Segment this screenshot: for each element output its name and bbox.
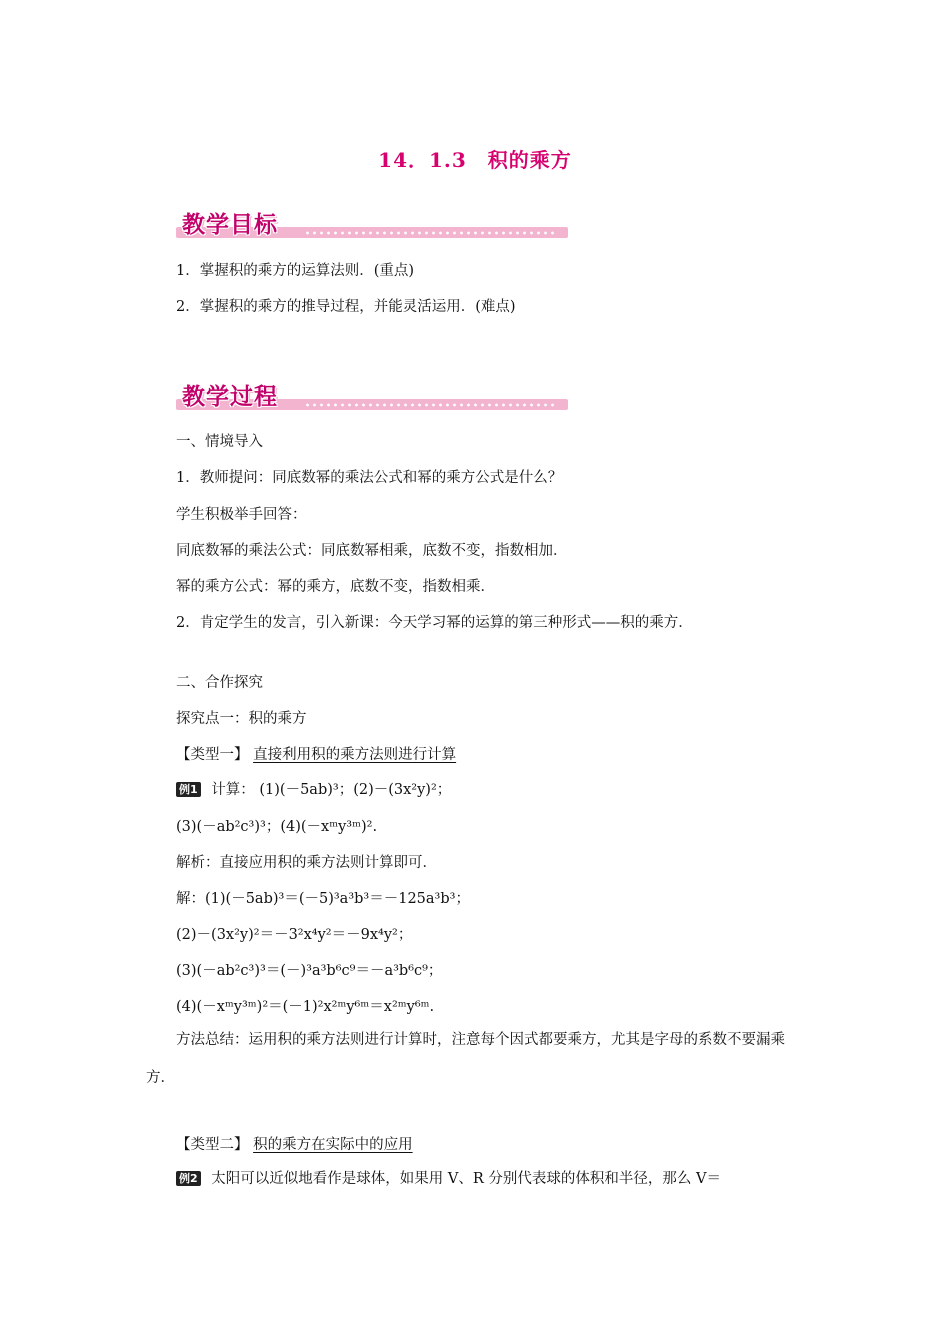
part1-rule-2: 幂的乘方公式：幂的乘方，底数不变，指数相乘． <box>176 579 495 595</box>
type2-bracket: 【类型二】 <box>176 1137 249 1153</box>
type1-title: 直接利用积的乘方法则进行计算 <box>253 747 457 763</box>
part1-rule-1: 同底数幂的乘法公式：同底数幂相乘，底数不变，指数相加． <box>176 543 568 559</box>
banner-dots <box>304 231 554 235</box>
goal-item-1: 1．掌握积的乘方的运算法则．(重点) <box>176 263 415 279</box>
explore-point-1: 探究点一：积的乘方 <box>176 711 307 727</box>
part1-question-2: 2．肯定学生的发言，引入新课：今天学习幂的运算的第三种形式——积的乘方． <box>176 615 693 631</box>
part2-heading: 二、合作探究 <box>176 675 263 691</box>
section-label-process: 教学过程 <box>182 384 278 410</box>
banner-dots <box>304 403 554 407</box>
example-1-tag: 例1 <box>176 782 201 797</box>
solution-step-3: (3)(－ab²c³)³＝(－)³a³b⁶c⁹＝－a³b⁶c⁹； <box>176 963 443 979</box>
example-2-tag: 例2 <box>176 1171 201 1186</box>
example-1-problems-b: (3)(－ab²c³)³；(4)(－xᵐy³ᵐ)². <box>176 819 378 835</box>
example-1-lead: 计算： <box>211 782 255 798</box>
part1-heading: 一、情境导入 <box>176 434 263 450</box>
example-2-line <box>176 1167 721 1188</box>
solution-step-4: (4)(－xᵐy³ᵐ)²＝(－1)²x²ᵐy⁶ᵐ＝x²ᵐy⁶ᵐ. <box>176 999 435 1015</box>
type2-title: 积的乘方在实际中的应用 <box>253 1137 413 1153</box>
example-2-text: 太阳可以近似地看作是球体，如果用 V、R 分别代表球的体积和半径，那么 V＝ <box>211 1171 721 1187</box>
solution-step-2: (2)－(3x²y)²＝－3²x⁴y²＝－9x⁴y²； <box>176 927 413 943</box>
solution-step-1: 解：(1)(－5ab)³＝(－5)³a³b³＝－125a³b³； <box>176 891 470 907</box>
example-1-line-1 <box>176 778 451 799</box>
type1-header <box>176 743 456 764</box>
page-title: 14．1.3 积的乘方 <box>378 148 572 172</box>
section-banner-goals <box>176 206 568 238</box>
part1-question-1: 1．教师提问：同底数幂的乘法公式和幂的乘方公式是什么？ <box>176 470 563 486</box>
part1-answer-intro: 学生积极举手回答： <box>176 507 307 523</box>
section-banner-process <box>176 378 568 410</box>
type2-header <box>176 1133 413 1154</box>
goal-item-2: 2．掌握积的乘方的推导过程，并能灵活运用．(难点) <box>176 299 516 315</box>
section-label-goals: 教学目标 <box>182 212 278 238</box>
method-summary: 方法总结：运用积的乘方法则进行计算时，注意每个因式都要乘方，尤其是字母的系数不要漏乘方． <box>146 1032 785 1086</box>
example-1-analysis: 解析：直接应用积的乘方法则计算即可． <box>176 855 437 871</box>
example-1-problems-a: (1)(－5ab)³；(2)－(3x²y)²； <box>259 782 452 798</box>
type1-bracket: 【类型一】 <box>176 747 249 763</box>
